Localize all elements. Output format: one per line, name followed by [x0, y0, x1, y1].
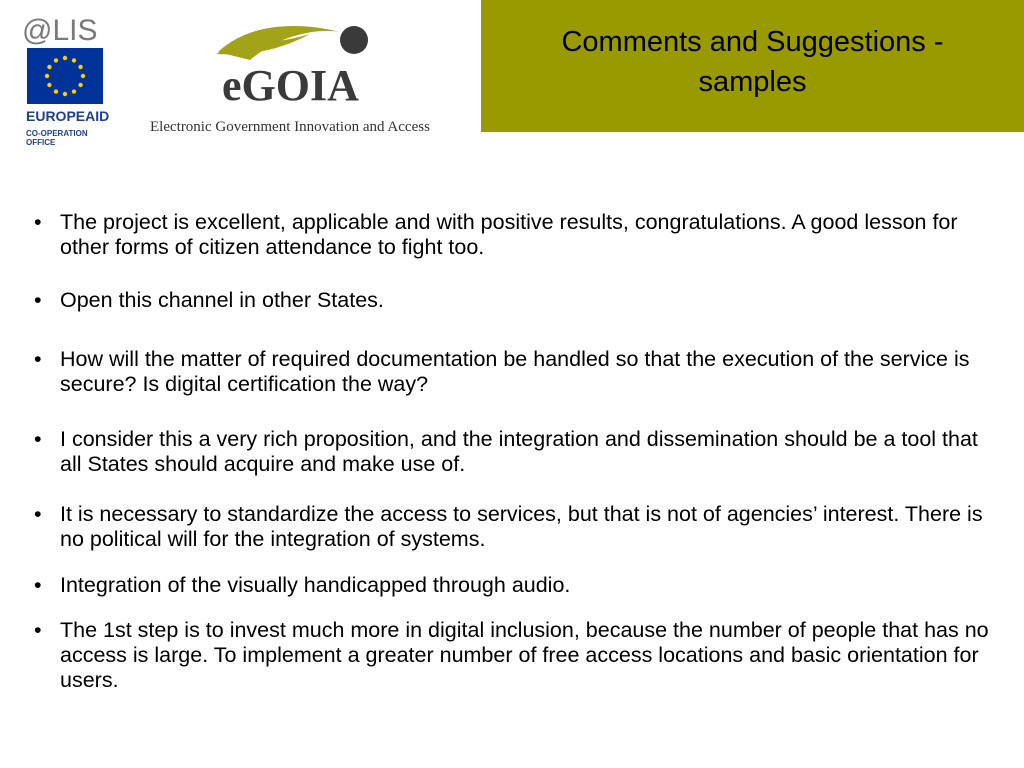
eu-star-icon: [81, 74, 85, 78]
bullet-dot: •: [34, 573, 42, 597]
list-item-text: How will the matter of required documentation be handled so that the execution of the service is secure? Is digital certification the way?: [60, 347, 970, 396]
list-item-text: It is necessary to standardize the access to services, but that is not of agencies’ interest. There is no political will for the integration of systems.: [60, 502, 983, 551]
eu-star-icon: [78, 83, 82, 87]
slide-title: [481, 22, 1024, 102]
slide-title-line1: Comments and Suggestions -: [561, 26, 944, 58]
bullet-dot: •: [34, 347, 42, 371]
eu-star-icon: [63, 92, 67, 96]
eu-star-icon: [72, 89, 76, 93]
slide-header: [0, 0, 1024, 147]
bullet-dot: •: [34, 427, 42, 451]
egoia-tagline: Electronic Government Innovation and Access: [150, 119, 430, 135]
list-item-text: I consider this a very rich proposition, and the integration and dissemination should be a tool that all States should acquire and make use of.: [60, 427, 978, 476]
title-box: [481, 0, 1024, 132]
europeaid-text: EUROPEAID: [26, 108, 110, 124]
bullet-dot: •: [34, 210, 42, 234]
alis-europeaid-logo: [22, 10, 114, 147]
eu-star-icon: [54, 58, 58, 62]
eu-star-icon: [63, 56, 67, 60]
egoia-logo: [210, 12, 410, 110]
eu-star-icon: [45, 74, 49, 78]
eu-star-icon: [72, 58, 76, 62]
alis-logo-text: [22, 10, 114, 50]
bullet-dot: •: [34, 288, 42, 312]
eu-star-icon: [47, 83, 51, 87]
svg-text:@LIS: @LIS: [22, 14, 98, 47]
bullet-dot: •: [34, 502, 42, 526]
list-item-text: The 1st step is to invest much more in digital inclusion, because the number of people that has no access is large. To implement a greater number of free access locations and basic orientation for users.: [60, 618, 989, 692]
eu-star-icon: [47, 65, 51, 69]
eu-star-icon: [78, 65, 82, 69]
list-item-text: Integration of the visually handicapped through audio.: [60, 573, 571, 597]
eu-flag-icon: [27, 48, 103, 104]
slide-title-line2: samples: [698, 66, 807, 98]
list-item-text: Open this channel in other States.: [60, 288, 384, 312]
list-item-text: The project is excellent, applicable and with positive results, congratulations. A good lesson for other forms of citizen attendance to fight too.: [60, 210, 958, 259]
svg-text:eGOIA: eGOIA: [222, 61, 359, 110]
bullet-dot: •: [34, 618, 42, 642]
europeaid-subtext: CO-OPERATION OFFICE: [26, 129, 88, 147]
eu-star-icon: [54, 89, 58, 93]
